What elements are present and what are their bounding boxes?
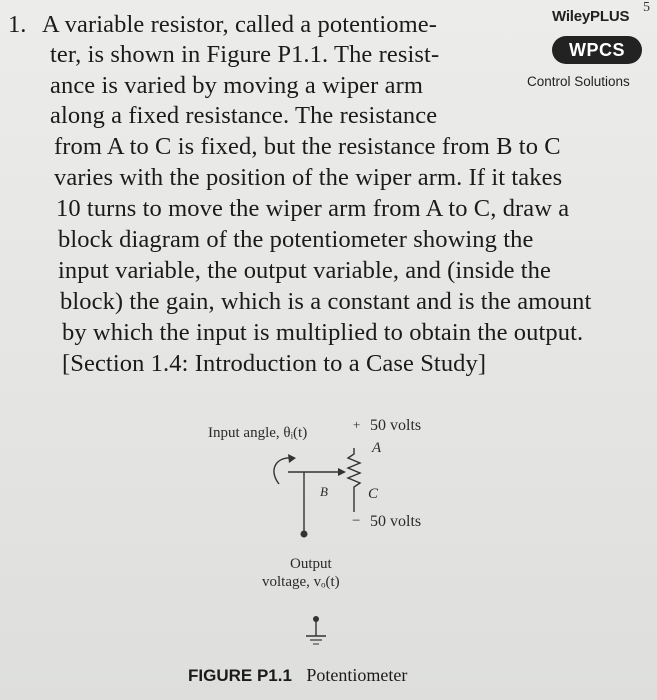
ground-terminal [313,616,319,622]
top-voltage-label: 50 volts [370,417,422,434]
wiper-arrowhead [338,468,346,476]
minus-sign: − [352,513,361,529]
problem-line-4: along a fixed resistance. The resistance [50,102,438,129]
problem-line-5: from A to C is fixed, but the resistance from B to C [54,133,561,160]
problem-line-2: ter, is shown in Figure P1.1. The resist- [50,41,440,68]
wpcs-badge: WPCS [552,36,642,64]
problem-line-6: varies with the position of the wiper arm. If it takes [54,164,563,191]
node-c-label: C [368,486,379,502]
problem-line-1: A variable resistor, called a potentiome- [42,11,437,38]
problem-line-12: [Section 1.4: Introduction to a Case Study] [62,350,487,377]
problem-line-8: block diagram of the potentiometer showing the [58,226,534,253]
figure-caption [188,665,407,686]
node-b-label: B [320,484,328,499]
figure-id: FIGURE P1.1 [188,666,292,685]
resistor-zigzag [348,448,360,494]
problem-line-9: input variable, the output variable, and (inside the [58,257,552,284]
problem-number: 1. [8,11,27,38]
bottom-voltage-label: 50 volts [370,513,422,530]
page-number: 5 [643,0,650,15]
problem-line-11: by which the input is multiplied to obtain the output. [62,319,584,346]
rotation-arc [274,458,293,484]
node-a-label: A [372,440,382,456]
rotation-arrowhead [288,454,296,463]
wileyplus-label: WileyPLUS [552,8,630,25]
problem-line-10: block) the gain, which is a constant and is the amount [60,288,592,315]
control-solutions-label: Control Solutions [527,74,630,89]
input-angle-label: Input angle, θᵢ(t) [208,425,308,441]
output-label-line-1: Output [290,556,332,572]
problem-line-3: ance is varied by moving a wiper arm [50,72,424,99]
problem-line-7: 10 turns to move the wiper arm from A to C, draw a [56,195,570,222]
figure-title: Potentiometer [306,665,408,685]
output-label-line-2: voltage, vₒ(t) [262,574,340,590]
output-terminal [301,531,308,538]
plus-sign: + [353,417,361,432]
